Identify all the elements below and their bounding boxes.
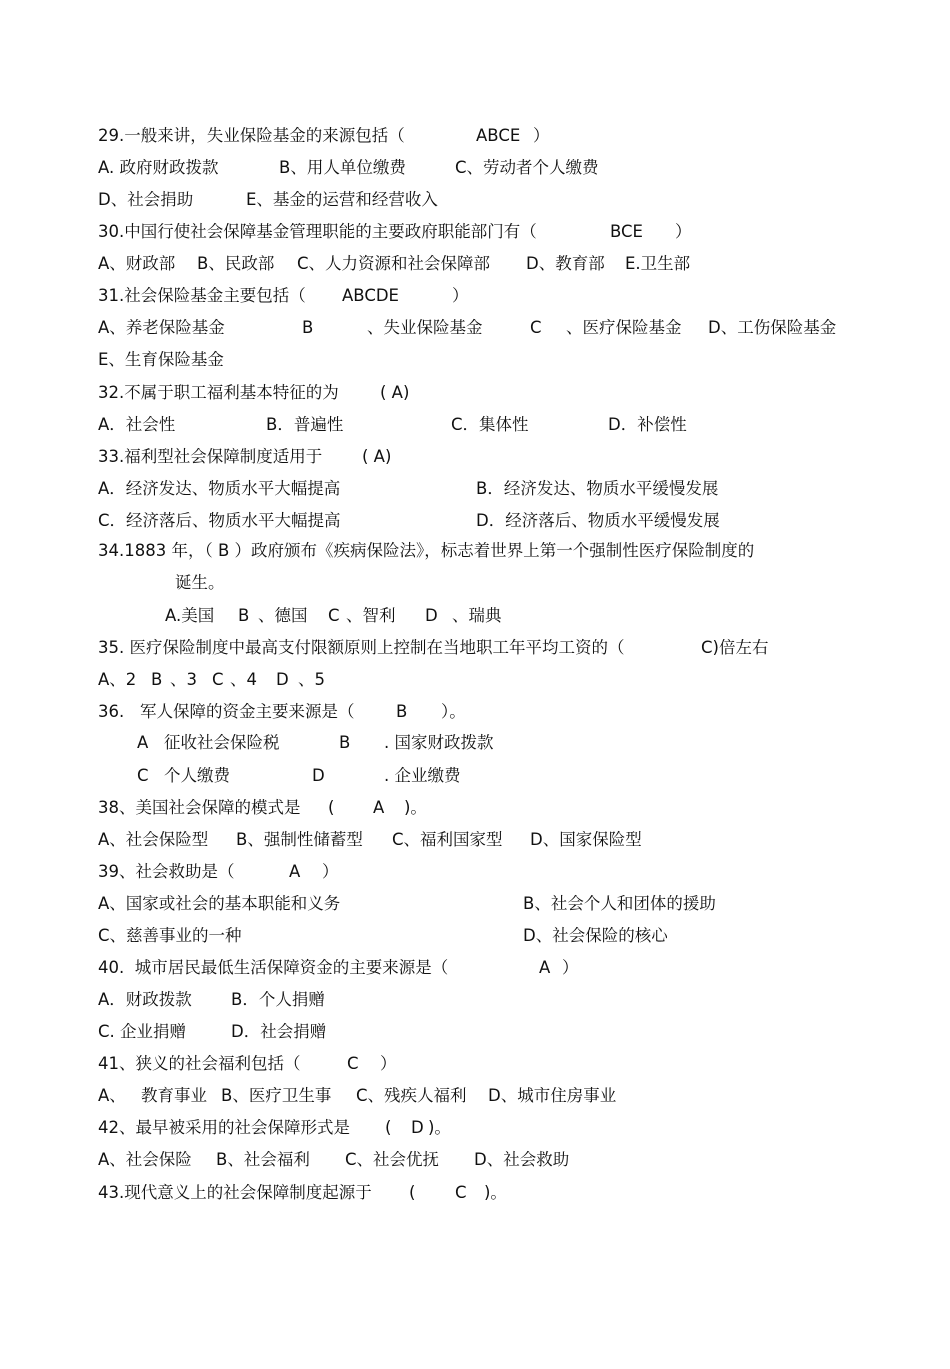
option: A．财政拨款: [98, 990, 192, 1009]
bracket-open: (: [409, 1183, 416, 1202]
option-letter: C: [328, 606, 340, 625]
question-text: 30.中国行使社会保障基金管理职能的主要政府职能部门有（: [98, 222, 537, 241]
question-42-options: [0, 1144, 570, 1176]
option: C．集体性: [451, 415, 529, 434]
question-42-stem: [0, 1112, 451, 1144]
question-34-stem: [0, 535, 755, 567]
question-36-options-2: [0, 760, 461, 792]
question-40-options-1: [0, 984, 325, 1016]
question-36-options-1: [0, 727, 494, 759]
option: D．社会捐赠: [231, 1022, 327, 1041]
option: 、3: [170, 670, 197, 689]
question-38-options: [0, 824, 642, 856]
option-letter: A: [137, 733, 149, 752]
question-text: 31.社会保险基金主要包括（: [98, 286, 306, 305]
question-41-stem: [0, 1048, 397, 1080]
question-39-stem: [0, 856, 339, 888]
question-41-options: [0, 1080, 617, 1112]
option: B、医疗卫生事: [221, 1086, 332, 1105]
option: A. 政府财政拨款: [98, 158, 219, 177]
option: D、社会救助: [474, 1150, 570, 1169]
option: 征收社会保险税: [164, 733, 280, 752]
answer-key: A: [539, 958, 551, 977]
option: D、教育部: [526, 254, 605, 273]
option: D、社会捐助: [98, 190, 194, 209]
bracket-close: )。: [404, 798, 427, 817]
option: A、养老保险基金: [98, 318, 225, 337]
option: E、基金的运营和经营收入: [246, 190, 438, 209]
question-39-options-1: [0, 888, 716, 920]
option: 、智利: [346, 606, 396, 625]
option-letter: B: [151, 670, 163, 689]
question-29-options-2: [0, 184, 438, 216]
question-text: 39、社会救助是（: [98, 862, 235, 881]
option-letter: D: [312, 766, 325, 785]
answer-key: C: [455, 1183, 467, 1202]
option-letter: B: [339, 733, 351, 752]
bracket-close: ）: [562, 958, 579, 977]
question-29-options-1: [0, 152, 599, 184]
question-29-stem: [0, 120, 550, 152]
option: B、社会个人和团体的援助: [523, 894, 716, 913]
option: 、5: [298, 670, 325, 689]
option: D、国家保险型: [530, 830, 642, 849]
option: 、失业保险基金: [367, 318, 483, 337]
option: A、国家或社会的基本职能和义务: [98, 894, 341, 913]
question-35-options: [0, 664, 325, 696]
option: C、残疾人福利: [356, 1086, 467, 1105]
option: B、强制性储蓄型: [236, 830, 363, 849]
option-letter: C: [137, 766, 149, 785]
question-text: 42、最早被采用的社会保障形式是: [98, 1118, 350, 1137]
option-letter: D: [425, 606, 438, 625]
bracket-close: ）: [675, 222, 692, 241]
bracket-close: )。: [484, 1183, 507, 1202]
option: 、4: [230, 670, 257, 689]
question-30-options: [0, 248, 691, 280]
option: C．经济落后、物质水平大幅提高: [98, 511, 341, 530]
option-letter: B: [238, 606, 250, 625]
bracket-open: (: [328, 798, 335, 817]
option: B、用人单位缴费: [279, 158, 406, 177]
option: D．补偿性: [608, 415, 687, 434]
option-letter: B: [302, 318, 314, 337]
option: . 企业缴费: [384, 766, 461, 785]
question-32-options: [0, 409, 687, 441]
bracket-close: ）: [380, 1054, 397, 1073]
option: C、人力资源和社会保障部: [297, 254, 491, 273]
question-31-stem: [0, 280, 469, 312]
option-letter: C: [530, 318, 542, 337]
option: E.卫生部: [625, 254, 691, 273]
option: C、福利国家型: [392, 830, 503, 849]
option: B、民政部: [197, 254, 275, 273]
option: D、工伤保险基金: [708, 318, 837, 337]
question-39-options-2: [0, 920, 668, 952]
question-32-stem: [0, 377, 410, 409]
option: B．经济发达、物质水平缓慢发展: [476, 479, 719, 498]
bracket-close: ）: [533, 126, 550, 145]
question-text: 38、美国社会保障的模式是: [98, 798, 301, 817]
option: A、财政部: [98, 254, 176, 273]
question-text: 33.福利型社会保障制度适用于: [98, 447, 323, 466]
question-43-stem: [0, 1177, 507, 1209]
option: D、社会保险的核心: [523, 926, 668, 945]
question-33-stem: [0, 441, 392, 473]
question-38-stem: [0, 792, 427, 824]
option: A.美国: [165, 606, 215, 625]
question-40-options-2: [0, 1016, 327, 1048]
answer-key: C: [347, 1054, 359, 1073]
bracket-close: )。: [428, 1118, 451, 1137]
answer-key: ABCDE: [342, 286, 399, 305]
bracket-close: ）: [452, 286, 469, 305]
option: B、社会福利: [216, 1150, 310, 1169]
option: B．普遍性: [266, 415, 344, 434]
option: D、城市住房事业: [488, 1086, 617, 1105]
option: D．经济落后、物质水平缓慢发展: [476, 511, 720, 530]
option: 、瑞典: [452, 606, 502, 625]
question-text: 35. 医疗保险制度中最高支付限额原则上控制在当地职工年平均工资的（: [98, 638, 625, 657]
answer-key: ABCE: [476, 126, 521, 145]
question-33-options-1: [0, 473, 719, 505]
option-letter: A、: [98, 1086, 126, 1105]
option: 教育事业: [141, 1086, 207, 1105]
option: A、社会保险: [98, 1150, 192, 1169]
option: A．社会性: [98, 415, 176, 434]
option: B．个人捐赠: [231, 990, 325, 1009]
option: . 国家财政拨款: [384, 733, 494, 752]
answer-key: D: [411, 1118, 424, 1137]
question-35-stem: [0, 632, 769, 664]
answer-key: A: [289, 862, 301, 881]
option: A、社会保险型: [98, 830, 209, 849]
question-31-options-1: [0, 312, 837, 344]
option: A、2: [98, 670, 137, 689]
answer-key: C)倍左右: [701, 638, 769, 657]
question-text: 34.1883 年，（ B ）政府颁布《疾病保险法》，标志着世界上第一个强制性医疗保险制度的: [98, 541, 755, 560]
question-40-stem: [0, 952, 579, 984]
answer-key: B: [396, 702, 408, 721]
option: E、生育保险基金: [98, 350, 224, 369]
question-33-options-2: [0, 505, 720, 537]
question-text: 40. 城市居民最低生活保障资金的主要来源是（: [98, 958, 449, 977]
bracket-close: ）。: [441, 702, 466, 721]
bracket-open: (: [385, 1118, 392, 1137]
option: C、慈善事业的一种: [98, 926, 242, 945]
question-36-stem: [0, 696, 466, 728]
answer-key: ( A): [362, 447, 392, 466]
option: C、劳动者个人缴费: [455, 158, 599, 177]
bracket-close: ）: [322, 862, 339, 881]
question-31-options-2: [0, 344, 224, 376]
option: A．经济发达、物质水平大幅提高: [98, 479, 341, 498]
question-text: 36. 军人保障的资金主要来源是（: [98, 702, 355, 721]
option: C、社会优抚: [345, 1150, 440, 1169]
question-text: 29.一般来讲，失业保险基金的来源包括（: [98, 126, 405, 145]
option: 、医疗保险基金: [566, 318, 682, 337]
question-34-stem-cont: [0, 567, 225, 599]
option: 、德国: [258, 606, 308, 625]
question-text: 43.现代意义上的社会保障制度起源于: [98, 1183, 372, 1202]
question-34-options: [0, 600, 502, 632]
option: C. 企业捐赠: [98, 1022, 187, 1041]
question-text: 诞生。: [175, 573, 225, 592]
question-text: 41、狭义的社会福利包括（: [98, 1054, 301, 1073]
question-text: 32.不属于职工福利基本特征的为: [98, 383, 339, 402]
option-letter: D: [276, 670, 289, 689]
option: 个人缴费: [164, 766, 230, 785]
answer-key: A: [373, 798, 385, 817]
answer-key: BCE: [610, 222, 643, 241]
question-30-stem: [0, 216, 692, 248]
option-letter: C: [212, 670, 224, 689]
answer-key: ( A): [380, 383, 410, 402]
